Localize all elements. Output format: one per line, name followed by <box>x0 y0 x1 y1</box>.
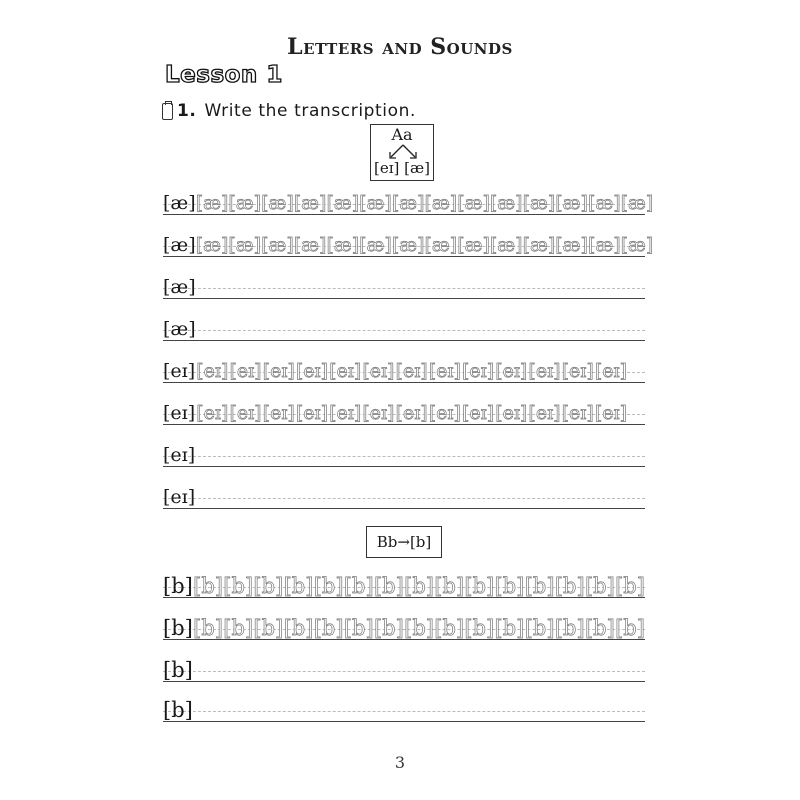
trace-symbols: [eɪ] [eɪ] [eɪ] [eɪ] [eɪ] [eɪ] [eɪ] [eɪ] [eɪ] [eɪ] [eɪ] [eɪ] [eɪ] [eɪ] <box>163 360 627 382</box>
split-arrows-icon <box>385 144 421 160</box>
letter-b-box: Bb→[b] <box>366 526 442 558</box>
letter-a-sounds: [eɪ] [æ] <box>374 159 430 177</box>
writing-row-ei-2[interactable] <box>163 481 645 509</box>
row-start-symbol: [b] <box>163 698 193 722</box>
trace-symbols: [æ] [æ] [æ] [æ] [æ] [æ] [æ] [æ] [æ] [æ] [æ] [æ] [æ] [æ] [æ] <box>163 234 654 256</box>
trace-symbols: [b] [b] [b] [b] [b] [b] [b] [b] [b] [b] [b] [b] [b] [b] [b] [b] <box>163 616 645 640</box>
writing-row-b-2[interactable] <box>163 694 645 722</box>
pencil-icon <box>162 103 173 120</box>
trace-row-b-2[interactable] <box>163 612 645 640</box>
trace-symbols: [æ] [æ] [æ] [æ] [æ] [æ] [æ] [æ] [æ] [æ] [æ] [æ] [æ] [æ] [æ] <box>163 192 654 214</box>
writing-row-ei-1[interactable] <box>163 439 645 467</box>
lesson-heading: Lesson 1 <box>165 62 283 88</box>
trace-row-ae-2[interactable] <box>163 229 654 257</box>
exercise-number: 1. <box>177 101 197 121</box>
writing-row-ae-1[interactable] <box>163 271 645 299</box>
page-title: Letters and Sounds <box>287 34 513 60</box>
exercise-text: Write the transcription. <box>204 101 417 121</box>
row-start-symbol: [eɪ] <box>163 444 196 466</box>
trace-symbols: [b] [b] [b] [b] [b] [b] [b] [b] [b] [b] [b] [b] [b] [b] [b] [b] <box>163 574 645 598</box>
trace-row-ei-2[interactable] <box>163 397 645 425</box>
page-number: 3 <box>394 753 406 772</box>
row-start-symbol: [æ] <box>163 318 196 340</box>
row-start-symbol: [b] <box>163 658 193 682</box>
row-start-symbol: [æ] <box>163 276 196 298</box>
trace-row-ei-1[interactable] <box>163 355 645 383</box>
exercise-instruction <box>162 101 416 121</box>
writing-row-ae-2[interactable] <box>163 313 645 341</box>
row-start-symbol: [eɪ] <box>163 486 196 508</box>
trace-row-ae-1[interactable] <box>163 187 654 215</box>
letter-a-box <box>370 124 434 181</box>
letter-a: Aa <box>391 125 413 144</box>
trace-symbols: [eɪ] [eɪ] [eɪ] [eɪ] [eɪ] [eɪ] [eɪ] [eɪ] [eɪ] [eɪ] [eɪ] [eɪ] [eɪ] [eɪ] <box>163 402 627 424</box>
writing-row-b-1[interactable] <box>163 654 645 682</box>
trace-row-b-1[interactable] <box>163 570 645 598</box>
